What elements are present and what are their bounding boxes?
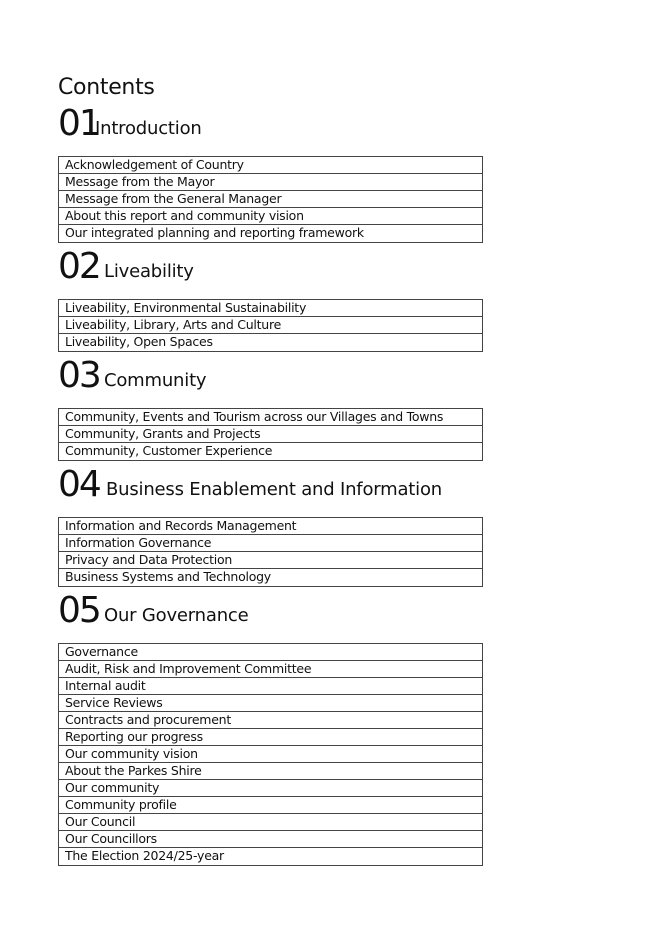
- toc-item-about-parkes[interactable]: About the Parkes Shire: [59, 763, 482, 780]
- toc-item-grants-projects[interactable]: Community, Grants and Projects: [59, 426, 482, 443]
- toc-item-our-councillors[interactable]: Our Councillors: [59, 831, 482, 848]
- section-title: Business Enablement and Information: [106, 479, 442, 500]
- section-title: Our Governance: [104, 605, 249, 626]
- toc-item-open-spaces[interactable]: Liveability, Open Spaces: [65, 334, 213, 349]
- toc-item-contracts[interactable]: Contracts and procurement: [59, 712, 482, 729]
- section-number: 05: [58, 590, 100, 631]
- toc-item-about-report[interactable]: About this report and community vision: [59, 208, 482, 225]
- toc-item-records-management[interactable]: Information and Records Management: [59, 518, 482, 535]
- toc-list: [58, 156, 483, 243]
- toc-item-planning-framework[interactable]: Our integrated planning and reporting framework: [65, 225, 364, 240]
- section-number: 02: [58, 246, 100, 287]
- section-number: 04: [58, 464, 100, 505]
- section-our-governance: [58, 590, 483, 863]
- section-title: Introduction: [95, 118, 202, 139]
- toc-item-governance[interactable]: Governance: [59, 644, 482, 661]
- toc-item-audit-risk[interactable]: Audit, Risk and Improvement Committee: [59, 661, 482, 678]
- section-community: [58, 355, 483, 458]
- toc-item-service-reviews[interactable]: Service Reviews: [59, 695, 482, 712]
- toc-list: [58, 408, 483, 461]
- section-introduction: [58, 103, 483, 240]
- toc-item-library-arts-culture[interactable]: Liveability, Library, Arts and Culture: [59, 317, 482, 334]
- toc-item-election[interactable]: The Election 2024/25-year: [65, 848, 224, 863]
- toc-item-environmental-sustainability[interactable]: Liveability, Environmental Sustainability: [59, 300, 482, 317]
- toc-item-acknowledgement[interactable]: Acknowledgement of Country: [59, 157, 482, 174]
- section-number: 03: [58, 355, 100, 396]
- section-title: Community: [104, 370, 207, 391]
- toc-item-customer-experience[interactable]: Community, Customer Experience: [65, 443, 273, 458]
- toc-item-gm-message[interactable]: Message from the General Manager: [59, 191, 482, 208]
- toc-item-information-governance[interactable]: Information Governance: [59, 535, 482, 552]
- section-number: 01: [58, 103, 100, 144]
- page-title: Contents: [58, 74, 155, 100]
- toc-list: [58, 299, 483, 352]
- section-heading: [58, 356, 483, 396]
- toc-item-business-systems[interactable]: Business Systems and Technology: [65, 569, 271, 584]
- toc-item-our-community[interactable]: Our community: [59, 780, 482, 797]
- section-title: Liveability: [104, 261, 194, 282]
- toc-item-events-tourism[interactable]: Community, Events and Tourism across our Villages and Towns: [59, 409, 482, 426]
- toc-item-community-vision[interactable]: Our community vision: [59, 746, 482, 763]
- toc-item-mayor-message[interactable]: Message from the Mayor: [59, 174, 482, 191]
- section-liveability: [58, 246, 483, 349]
- section-heading: [58, 465, 483, 505]
- section-heading: [58, 247, 483, 287]
- toc-list: [58, 517, 483, 587]
- toc-item-our-council[interactable]: Our Council: [59, 814, 482, 831]
- section-heading: [58, 104, 483, 144]
- toc-item-reporting-progress[interactable]: Reporting our progress: [59, 729, 482, 746]
- section-heading: [58, 591, 483, 631]
- toc-item-community-profile[interactable]: Community profile: [59, 797, 482, 814]
- toc-list: [58, 643, 483, 866]
- toc-item-internal-audit[interactable]: Internal audit: [59, 678, 482, 695]
- section-business-enablement: [58, 464, 483, 584]
- toc-item-privacy-data[interactable]: Privacy and Data Protection: [59, 552, 482, 569]
